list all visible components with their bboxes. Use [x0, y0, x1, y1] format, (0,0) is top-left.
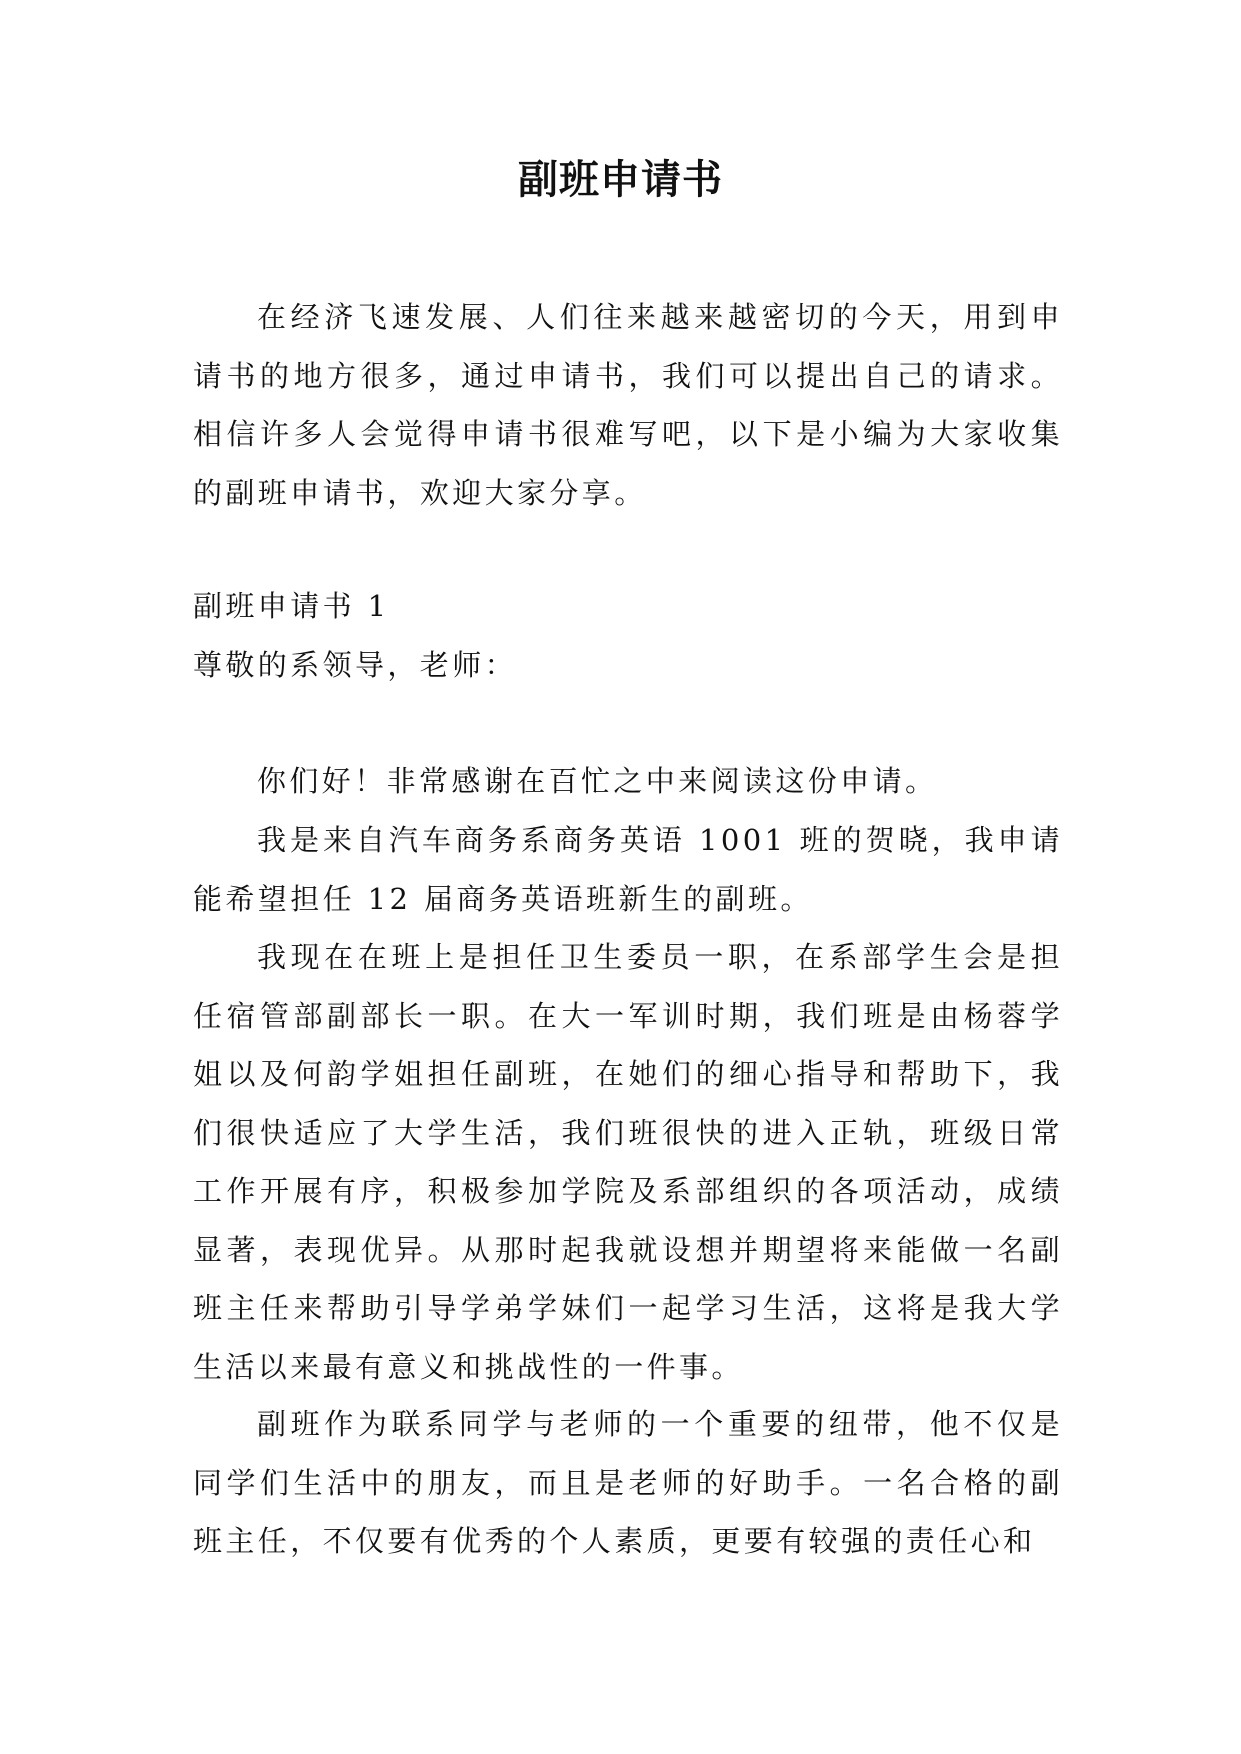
salutation: 尊敬的系领导，老师：	[193, 648, 518, 682]
document-title: 副班申请书	[518, 157, 723, 203]
intro-paragraph: 在经济飞速发展、人们往来越来越密切的今天，用到申请书的地方很多，通过申请书，我们可以提出自己的请求。相信许多人会觉得申请书很难写吧，以下是小编为大家收集的副班申请书，欢迎大家分享。	[193, 300, 1063, 510]
body-paragraph-experience: 我现在在班上是担任卫生委员一职，在系部学生会是担任宿管部副部长一职。在大一军训时期，我们班是由杨蓉学姐以及何韵学姐担任副班，在她们的细心指导和帮助下，我们很快适应了大学生活，我们班很快的进入正轨，班级日常工作开展有序，积极参加学院及系部组织的各项活动，成绩显著，表现优异。从那时起我就设想并期望将来能做一名副班主任来帮助引导学弟学妹们一起学习生活，这将是我大学生活以来最有意义和挑战性的一件事。	[193, 940, 1063, 1384]
body-paragraph-role: 副班作为联系同学与老师的一个重要的纽带，他不仅是同学们生活中的朋友，而且是老师的好助手。一名合格的副班主任，不仅要有优秀的个人素质，更要有较强的责任心和	[193, 1407, 1063, 1558]
body-paragraph-self-introduction: 我是来自汽车商务系商务英语 1001 班的贺晓，我申请能希望担任 12 届商务英语班新生的副班。	[193, 823, 1063, 916]
section-heading: 副班申请书 1	[193, 589, 390, 623]
body-paragraph-greeting: 你们好！非常感谢在百忙之中来阅读这份申请。	[257, 764, 938, 798]
